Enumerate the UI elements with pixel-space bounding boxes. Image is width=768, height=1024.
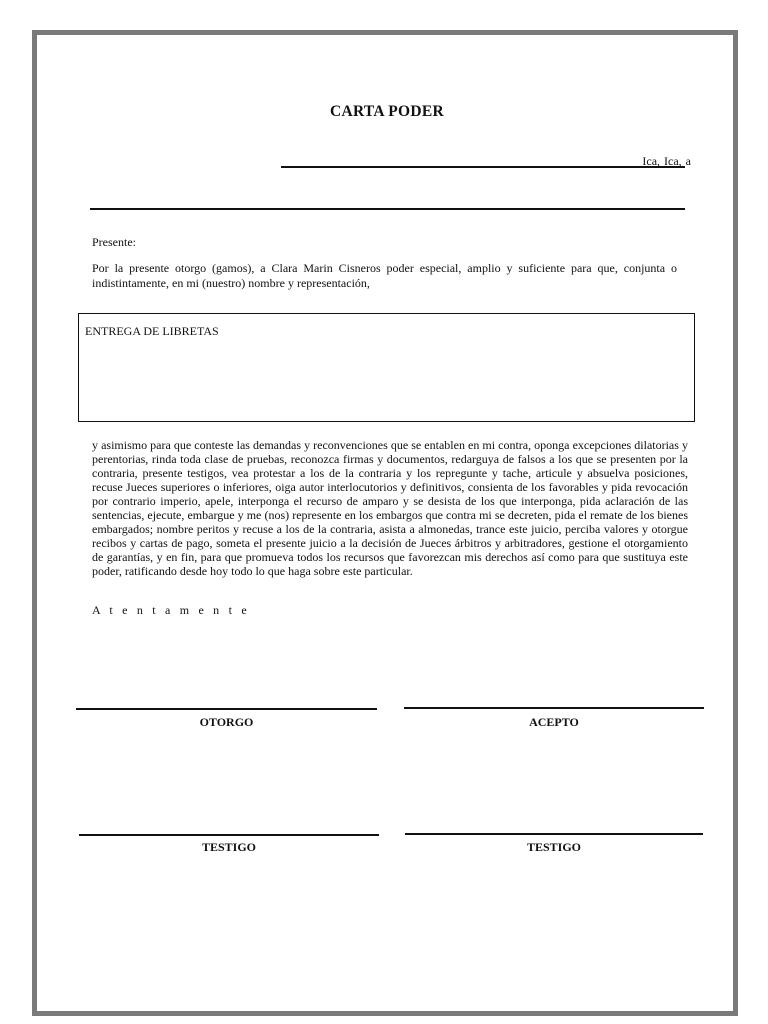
signature-label-testigo-right: TESTIGO: [526, 840, 582, 854]
place-date-label: Ica, Ica, a: [642, 154, 691, 168]
signature-label-acepto: ACEPTO: [529, 715, 579, 729]
intro-paragraph: Por la presente otorgo (gamos), a Clara Marin Cisneros poder especial, amplio y suficiente para que, conjunta o indistintamente, en mi (nuestro) nombre y representación,: [92, 261, 677, 290]
signature-line-testigo-left: [79, 834, 379, 836]
signature-line-testigo-right: [405, 833, 703, 835]
salutation: Presente:: [92, 235, 136, 249]
signature-line-otorgo: [76, 708, 377, 710]
document-title: CARTA PODER: [330, 103, 444, 120]
signature-line-acepto: [404, 707, 704, 709]
addressee-line: [90, 208, 685, 210]
powers-box: [78, 313, 695, 422]
closing-text: A t e n t a m e n t e: [92, 603, 250, 617]
powers-box-text: ENTREGA DE LIBRETAS: [85, 324, 219, 338]
document-page: [32, 30, 738, 1016]
body-paragraph: y asimismo para que conteste las demandas y reconvenciones que se entablen en mi contra, oponga excepciones dilatorias y perentorias, rinda toda clase de pruebas, reconozca firmas y documentos, redarguya de falsos a los que se presenten por la contraria, presente testigos, vea protestar a los de la contraria y los repregunte y tache, articule y absuelva posiciones, recuse Jueces superiores o inferiores, oiga autor interlocutorios y definitivos, consienta de los favorables y pida revocación por contrario imperio, apele, interponga el recurso de amparo y se desista de los que interponga, pida aclaración de las sentencias, ejecute, embargue y me (nos) represente en los embargos que contra mi se decreten, pida el remate de los bienes embargados; nombre peritos y recuse a los de la contraria, asista a almonedas, trance este juicio, perciba valores y otorgue recibos y cartas de pago, someta el presente juicio a la decisión de Jueces árbitros y arbitradores, gestione el otorgamiento de garantías, y en fin, para que promueva todos los recursos que favorezcan mis derechos así como para que sustituya este poder, ratificando desde hoy todo lo que haga sobre este particular.: [92, 438, 688, 578]
signature-label-otorgo: OTORGO: [199, 715, 254, 729]
signature-label-testigo-left: TESTIGO: [201, 840, 257, 854]
